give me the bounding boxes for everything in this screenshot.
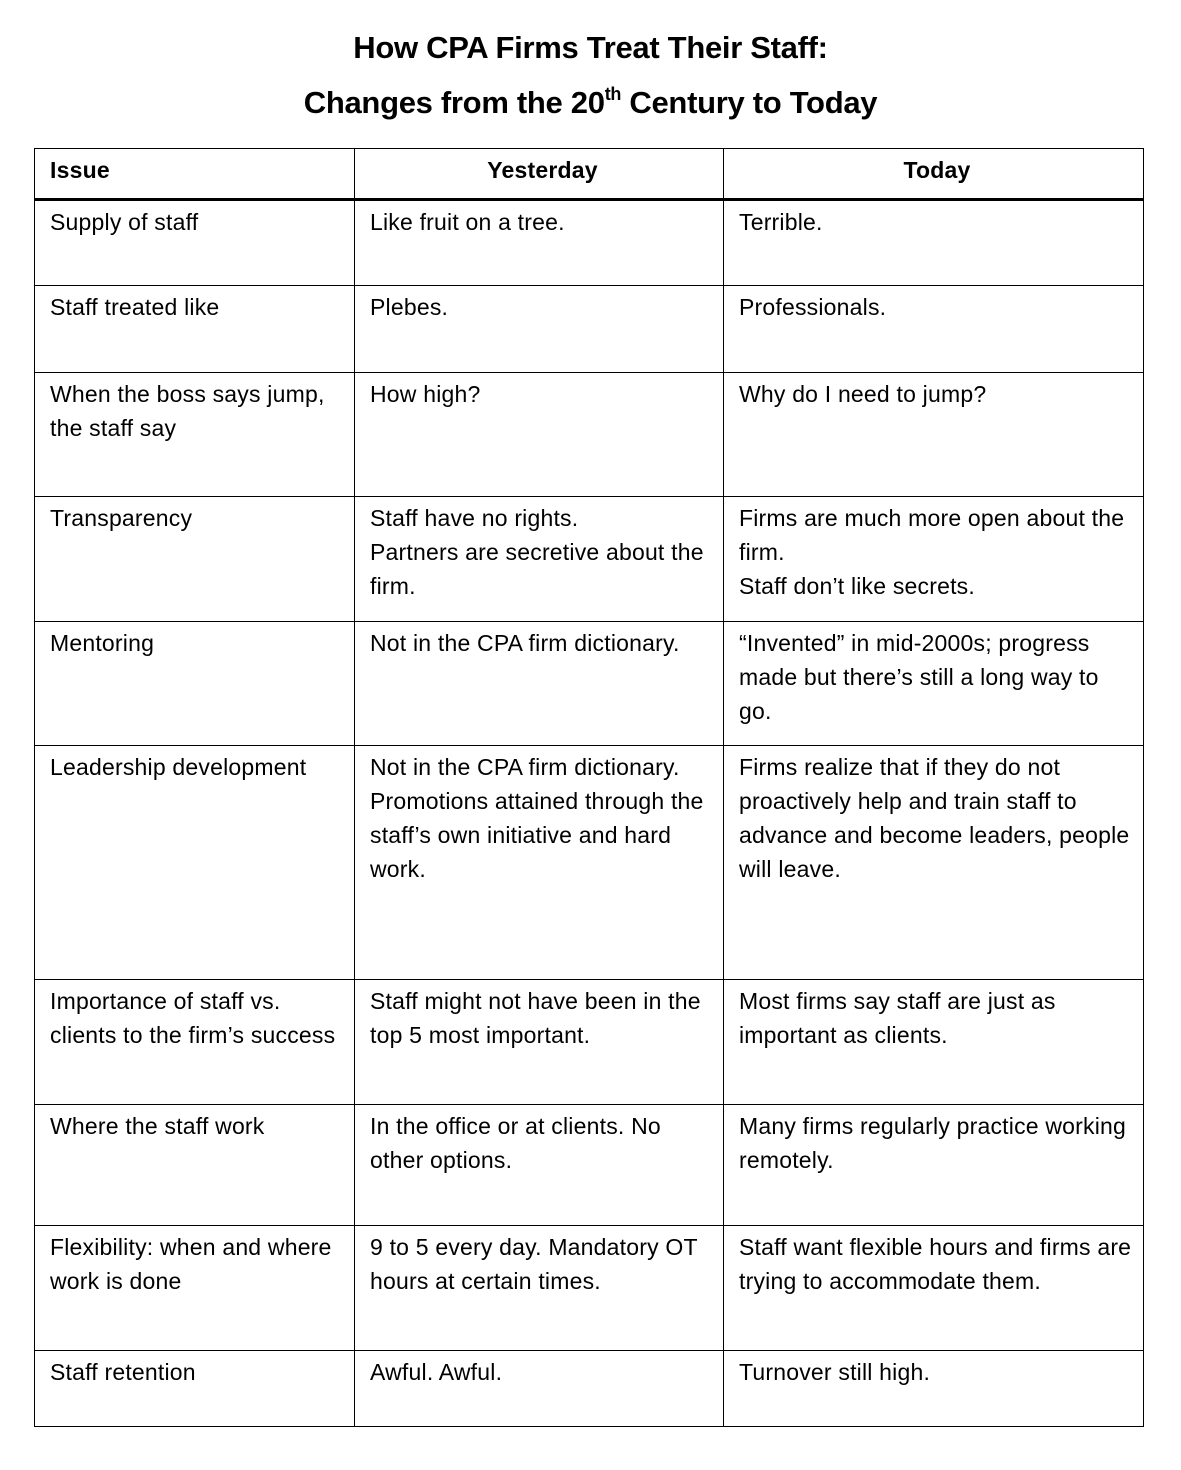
cell-yesterday xyxy=(355,746,724,980)
table-row xyxy=(35,200,1144,286)
cell-yesterday xyxy=(355,497,724,622)
cell-today xyxy=(724,746,1144,980)
cell-today xyxy=(724,497,1144,622)
cell-text: Partners are secretive about the firm. xyxy=(370,539,704,599)
table-row xyxy=(35,622,1144,746)
cell-text: Most firms say staff are just as important as clients. xyxy=(739,988,1056,1048)
cell-issue xyxy=(35,1351,355,1427)
cell-text: Terrible. xyxy=(739,209,823,235)
table-body xyxy=(35,200,1144,1427)
title-line-2-end: Century to Today xyxy=(621,85,878,120)
cell-text: Firms are much more open about the firm. xyxy=(739,505,1125,565)
header-today: Today xyxy=(724,149,1144,200)
cell-issue xyxy=(35,373,355,497)
cell-text: Turnover still high. xyxy=(739,1359,931,1385)
cell-issue xyxy=(35,622,355,746)
cell-text: Transparency xyxy=(50,505,193,531)
cell-text: Not in the CPA firm dictionary. xyxy=(370,630,680,656)
cell-text: How high? xyxy=(370,381,481,407)
table-row xyxy=(35,1226,1144,1351)
cell-yesterday xyxy=(355,200,724,286)
cell-today xyxy=(724,1105,1144,1226)
cell-yesterday xyxy=(355,1105,724,1226)
cell-today xyxy=(724,373,1144,497)
cell-text: Not in the CPA firm dictionary. Promotions attained through the staff’s own initiative and hard work. xyxy=(370,754,704,882)
cell-issue xyxy=(35,200,355,286)
cell-text: Importance of staff vs. clients to the firm’s success xyxy=(50,988,336,1048)
cell-text: Staff might not have been in the top 5 most important. xyxy=(370,988,701,1048)
cell-yesterday xyxy=(355,980,724,1105)
cell-text: Staff retention xyxy=(50,1359,196,1385)
cell-issue xyxy=(35,746,355,980)
title-line-2-start: Changes from the 20 xyxy=(303,85,605,120)
cell-text: 9 to 5 every day. Mandatory OT hours at certain times. xyxy=(370,1234,698,1294)
cell-text: Like fruit on a tree. xyxy=(370,209,565,235)
cell-yesterday xyxy=(355,286,724,373)
cell-text: Many firms regularly practice working remotely. xyxy=(739,1113,1127,1173)
comparison-table xyxy=(34,148,1144,1427)
cell-text: Staff don’t like secrets. xyxy=(739,573,975,599)
page-title-line-2 xyxy=(0,85,1181,121)
title-superscript: th xyxy=(604,83,622,104)
cell-issue xyxy=(35,1105,355,1226)
cell-text: “Invented” in mid-2000s; progress made but there’s still a long way to go. xyxy=(739,630,1099,724)
cell-text: Why do I need to jump? xyxy=(739,381,987,407)
cell-text: Leadership development xyxy=(50,754,307,780)
cell-yesterday xyxy=(355,1226,724,1351)
cell-today xyxy=(724,1226,1144,1351)
cell-text: When the boss says jump, the staff say xyxy=(50,381,325,441)
cell-issue xyxy=(35,497,355,622)
cell-issue xyxy=(35,1226,355,1351)
cell-text: Where the staff work xyxy=(50,1113,265,1139)
cell-today xyxy=(724,200,1144,286)
cell-today xyxy=(724,622,1144,746)
cell-yesterday xyxy=(355,373,724,497)
table-row xyxy=(35,286,1144,373)
cell-today xyxy=(724,1351,1144,1427)
table-row xyxy=(35,497,1144,622)
cell-text: Awful. Awful. xyxy=(370,1359,503,1385)
cell-text: Flexibility: when and where work is done xyxy=(50,1234,332,1294)
cell-text: Staff have no rights. xyxy=(370,505,579,531)
header-yesterday: Yesterday xyxy=(355,149,724,200)
cell-text: Professionals. xyxy=(739,294,887,320)
cell-text: Supply of staff xyxy=(50,209,199,235)
cell-text: Mentoring xyxy=(50,630,155,656)
table-row xyxy=(35,746,1144,980)
cell-issue xyxy=(35,286,355,373)
cell-yesterday xyxy=(355,1351,724,1427)
cell-text: Firms realize that if they do not proactively help and train staff to advance and become leaders, people will leave. xyxy=(739,754,1130,882)
table-row xyxy=(35,373,1144,497)
table-row xyxy=(35,1105,1144,1226)
table-header-row xyxy=(35,149,1144,200)
header-issue: Issue xyxy=(35,149,355,200)
cell-text: Staff treated like xyxy=(50,294,220,320)
cell-issue xyxy=(35,980,355,1105)
cell-text: Staff want flexible hours and firms are trying to accommodate them. xyxy=(739,1234,1132,1294)
cell-today xyxy=(724,286,1144,373)
cell-text: In the office or at clients. No other options. xyxy=(370,1113,661,1173)
cell-text: Plebes. xyxy=(370,294,449,320)
table-row xyxy=(35,1351,1144,1427)
table-row xyxy=(35,980,1144,1105)
cell-yesterday xyxy=(355,622,724,746)
page-title-line-1: How CPA Firms Treat Their Staff: xyxy=(353,30,828,65)
cell-today xyxy=(724,980,1144,1105)
